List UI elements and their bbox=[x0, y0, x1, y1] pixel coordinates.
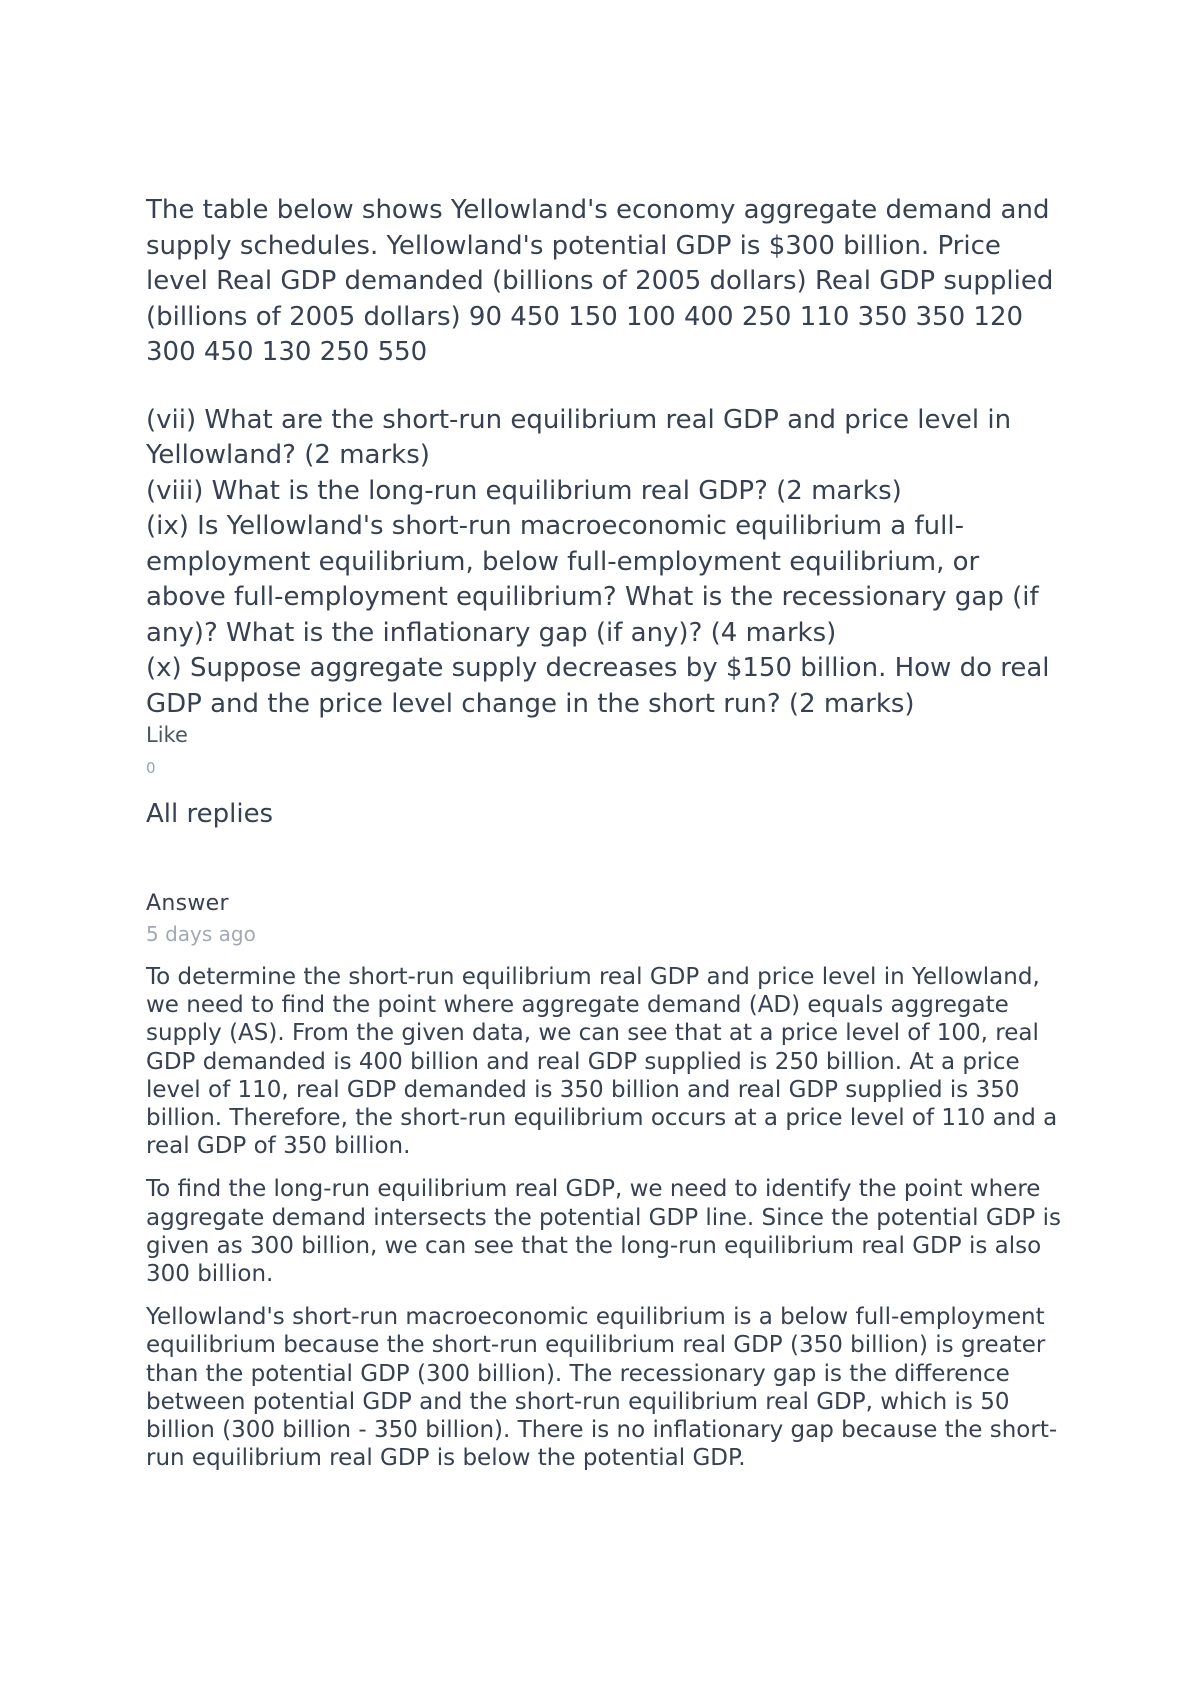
answer-paragraph: To find the long-run equilibrium real GDP, we need to identify the point where aggregate demand intersects the potential GDP line. Since the potential GDP is given as 300 billion, we can see that the long-run equilibrium real GDP is also 300 billion. bbox=[146, 1176, 1061, 1288]
question-part-ix: (ix) Is Yellowland's short-run macroeconomic equilibrium a full-employment equilibrium, below full-employment equilibrium, or above full-employment equilibrium? What is the recessionary gap (if any)? What is the inflationary gap (if any)? (4 marks) bbox=[146, 511, 1039, 648]
question-post bbox=[146, 193, 1066, 722]
question-part-x: (x) Suppose aggregate supply decreases by $150 billion. How do real GDP and the price level change in the short run? (2 marks) bbox=[146, 653, 1050, 719]
answer-timestamp: 5 days ago bbox=[146, 922, 256, 946]
answer-paragraph: Yellowland's short-run macroeconomic equilibrium is a below full-employment equilibrium because the short-run equilibrium real GDP (350 billion) is greater than the potential GDP (300 billion). The recessionary gap is the difference between potential GDP and the short-run equilibrium real GDP, which is 50 billion (300 billion - 350 billion). There is no inflationary gap because the short-run equilibrium real GDP is below the potential GDP. bbox=[146, 1304, 1058, 1472]
question-thread bbox=[146, 193, 1066, 1487]
like-section bbox=[146, 722, 1066, 778]
replies-heading: All replies bbox=[146, 799, 274, 829]
question-intro: The table below shows Yellowland's economy aggregate demand and supply schedules. Yellowland's potential GDP is $300 billion. Price level Real GDP demanded (billions of 2005 dollars) Real GDP supplied (billions of 2005 dollars) 90 450 150 100 400 250 110 350 350 120 300 450 130 250 550 bbox=[146, 195, 1054, 367]
answer-body bbox=[146, 963, 1066, 1472]
question-part-viii: (viii) What is the long-run equilibrium real GDP? (2 marks) bbox=[146, 475, 902, 506]
question-part-vii: (vii) What are the short-run equilibrium real GDP and price level in Yellowland? (2 marks) bbox=[146, 404, 1012, 470]
like-button[interactable]: Like bbox=[146, 723, 188, 747]
answer-label: Answer bbox=[146, 891, 229, 916]
answer-post bbox=[146, 890, 1066, 1472]
answer-paragraph: To determine the short-run equilibrium real GDP and price level in Yellowland, we need to find the point where aggregate demand (AD) equals aggregate supply (AS). From the given data, we can see that at a price level of 100, real GDP demanded is 400 billion and real GDP supplied is 250 billion. At a price level of 110, real GDP demanded is 350 billion and real GDP supplied is 350 billion. Therefore, the short-run equilibrium occurs at a price level of 110 and a real GDP of 350 billion. bbox=[146, 964, 1058, 1160]
like-count: 0 bbox=[146, 759, 156, 777]
